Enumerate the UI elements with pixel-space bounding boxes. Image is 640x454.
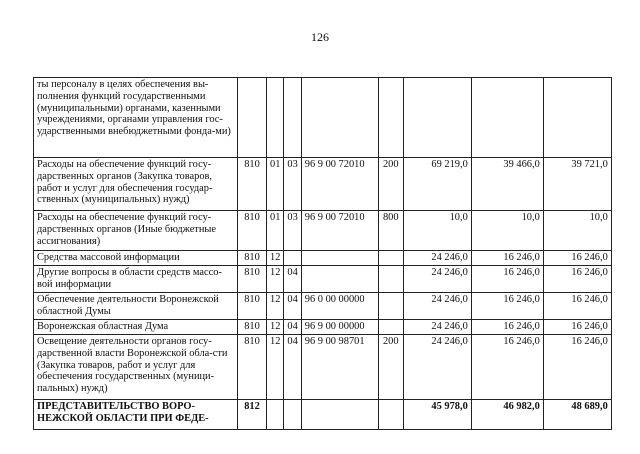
row-name-cell: Обеспечение деятельности Воронежской областной Думы xyxy=(34,293,238,320)
amount-year1-cell: 45 978,0 xyxy=(403,400,471,430)
expense-type-cell xyxy=(378,293,403,320)
expense-type-cell xyxy=(378,320,403,335)
table-row xyxy=(34,293,612,320)
target-article-cell xyxy=(301,251,378,266)
target-article-cell: 96 9 00 72010 xyxy=(301,211,378,251)
amount-year1-cell: 24 246,0 xyxy=(403,320,471,335)
subsection-code-cell: 04 xyxy=(284,293,301,320)
grbs-code-cell: 810 xyxy=(238,251,267,266)
section-code-cell xyxy=(267,400,284,430)
amount-year3-cell: 16 246,0 xyxy=(543,335,611,400)
grbs-code-cell: 812 xyxy=(238,400,267,430)
amount-year2-cell: 16 246,0 xyxy=(471,335,543,400)
target-article-cell: 96 9 00 72010 xyxy=(301,158,378,211)
section-code-cell: 12 xyxy=(267,266,284,293)
amount-year2-cell: 16 246,0 xyxy=(471,266,543,293)
section-code-cell: 01 xyxy=(267,158,284,211)
table-row xyxy=(34,400,612,430)
target-article-cell xyxy=(301,400,378,430)
section-code-cell: 12 xyxy=(267,251,284,266)
section-code-cell: 12 xyxy=(267,320,284,335)
row-name-cell: Воронежская областная Дума xyxy=(34,320,238,335)
budget-table xyxy=(33,77,612,430)
amount-year1-cell: 24 246,0 xyxy=(403,251,471,266)
target-article-cell: 96 0 00 00000 xyxy=(301,293,378,320)
row-name-cell: Освещение деятельности органов госу-дарственной власти Воронежской обла-сти (Закупка товаров, работ и услуг для обеспечения государственных (муници-пальных) нужд) xyxy=(34,335,238,400)
page-number: 126 xyxy=(311,30,329,44)
target-article-cell: 96 9 00 98701 xyxy=(301,335,378,400)
amount-year2-cell: 16 246,0 xyxy=(471,320,543,335)
amount-year1-cell: 24 246,0 xyxy=(403,335,471,400)
expense-type-cell: 800 xyxy=(378,211,403,251)
table-row xyxy=(34,78,612,158)
grbs-code-cell: 810 xyxy=(238,335,267,400)
amount-year2-cell: 16 246,0 xyxy=(471,251,543,266)
amount-year1-cell: 24 246,0 xyxy=(403,266,471,293)
table-row xyxy=(34,335,612,400)
grbs-code-cell: 810 xyxy=(238,320,267,335)
amount-year3-cell: 10,0 xyxy=(543,211,611,251)
amount-year3-cell: 16 246,0 xyxy=(543,293,611,320)
subsection-code-cell: 04 xyxy=(284,335,301,400)
expense-type-cell xyxy=(378,251,403,266)
subsection-code-cell xyxy=(284,400,301,430)
row-name-cell: Расходы на обеспечение функций госу-дарственных органов (Закупка товаров, работ и услуг для обеспечения государ-ственных (муниципальных) нужд) xyxy=(34,158,238,211)
expense-type-cell: 200 xyxy=(378,158,403,211)
amount-year2-cell: 16 246,0 xyxy=(471,293,543,320)
table-row xyxy=(34,158,612,211)
grbs-code-cell: 810 xyxy=(238,266,267,293)
amount-year3-cell xyxy=(543,78,611,158)
amount-year3-cell: 16 246,0 xyxy=(543,251,611,266)
amount-year3-cell: 16 246,0 xyxy=(543,320,611,335)
subsection-code-cell xyxy=(284,78,301,158)
amount-year1-cell: 24 246,0 xyxy=(403,293,471,320)
expense-type-cell xyxy=(378,400,403,430)
amount-year2-cell: 10,0 xyxy=(471,211,543,251)
row-name-cell: ты персоналу в целях обеспечения вы-полнения функций государственными (муниципальными) органами, казенными учреждениями, органами управления гос-ударственными внебюджетными фонда-ми) xyxy=(34,78,238,158)
section-code-cell: 12 xyxy=(267,335,284,400)
expense-type-cell xyxy=(378,78,403,158)
amount-year2-cell: 39 466,0 xyxy=(471,158,543,211)
row-name-cell: ПРЕДСТАВИТЕЛЬСТВО ВОРО-НЕЖСКОЙ ОБЛАСТИ ПРИ ФЕДЕ- xyxy=(34,400,238,430)
table-row xyxy=(34,211,612,251)
target-article-cell: 96 9 00 00000 xyxy=(301,320,378,335)
amount-year3-cell: 16 246,0 xyxy=(543,266,611,293)
subsection-code-cell: 04 xyxy=(284,266,301,293)
subsection-code-cell: 03 xyxy=(284,211,301,251)
section-code-cell xyxy=(267,78,284,158)
amount-year1-cell xyxy=(403,78,471,158)
section-code-cell: 01 xyxy=(267,211,284,251)
grbs-code-cell: 810 xyxy=(238,293,267,320)
subsection-code-cell xyxy=(284,251,301,266)
amount-year1-cell: 69 219,0 xyxy=(403,158,471,211)
amount-year3-cell: 39 721,0 xyxy=(543,158,611,211)
amount-year2-cell xyxy=(471,78,543,158)
row-name-cell: Другие вопросы в области средств массо-вой информации xyxy=(34,266,238,293)
subsection-code-cell: 04 xyxy=(284,320,301,335)
table-row xyxy=(34,266,612,293)
amount-year2-cell: 46 982,0 xyxy=(471,400,543,430)
expense-type-cell: 200 xyxy=(378,335,403,400)
expense-type-cell xyxy=(378,266,403,293)
table-row xyxy=(34,251,612,266)
amount-year3-cell: 48 689,0 xyxy=(543,400,611,430)
row-name-cell: Расходы на обеспечение функций госу-дарственных органов (Иные бюджетные ассигнования) xyxy=(34,211,238,251)
target-article-cell xyxy=(301,78,378,158)
grbs-code-cell xyxy=(238,78,267,158)
table-row xyxy=(34,320,612,335)
grbs-code-cell: 810 xyxy=(238,211,267,251)
row-name-cell: Средства массовой информации xyxy=(34,251,238,266)
grbs-code-cell: 810 xyxy=(238,158,267,211)
amount-year1-cell: 10,0 xyxy=(403,211,471,251)
section-code-cell: 12 xyxy=(267,293,284,320)
target-article-cell xyxy=(301,266,378,293)
subsection-code-cell: 03 xyxy=(284,158,301,211)
